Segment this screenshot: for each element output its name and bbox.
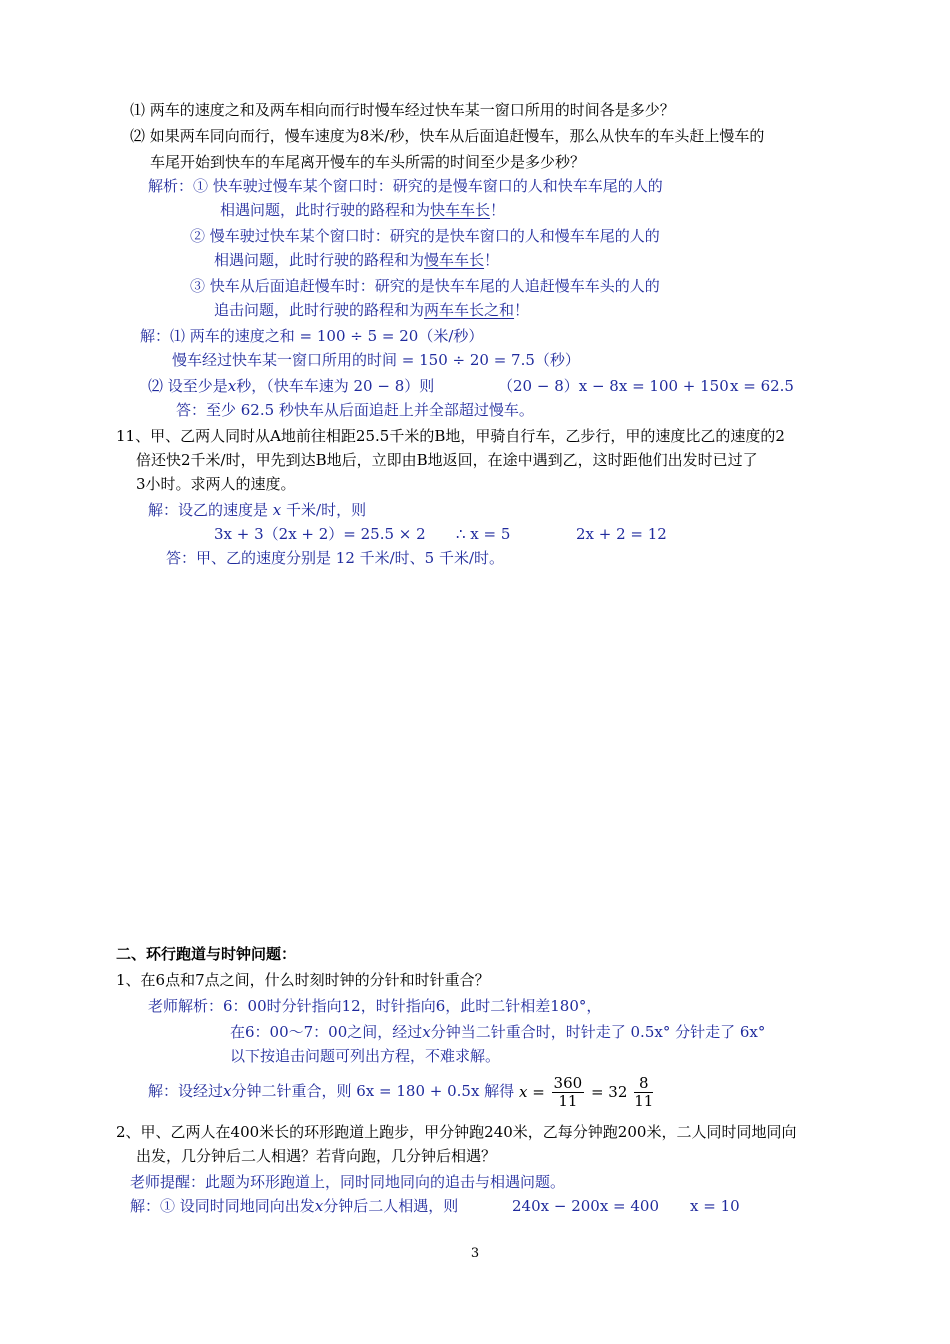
solution-1: 解：⑴ 两车的速度之和 = 100 ÷ 5 = 20（米/秒） [140,327,484,345]
problem-part-2: ⑵ 如果两车同向而行，慢车速度为8米/秒，快车从后面追赶慢车，那么从快车的车头赶上慢车的 [130,127,765,145]
teacher-analysis-1: 老师解析：6：00时分针指向12，时针指向6，此时二针相差180°， [148,997,602,1015]
teacher-analysis-3: 以下按追击问题可列出方程，不难求解。 [230,1047,501,1065]
problem-11-line3: 3小时。求两人的速度。 [136,475,296,493]
solution-11-result-2: 2x + 2 = 12 [576,525,667,543]
track-solution-1-equation: 240x − 200x = 400 [512,1197,660,1215]
clock-solution: 解：设经过x分钟二针重合，则 6x = 180 + 0.5x 解得 x = $\frac{360}{11}$ = 32 $\frac{8}{11}$ [148,1073,654,1110]
teacher-reminder: 老师提醒：此题为环形跑道上，同时同地同向的追击与相遇问题。 [130,1173,566,1191]
solution-11-line1: 解：设乙的速度是 x 千米/时，则 [148,501,367,519]
problem-11-line2: 倍还快2千米/时，甲先到达B地后，立即由B地返回，在途中遇到乙，这时距他们出发时已过了 [136,451,758,469]
analysis-3: ③ 快车从后面追赶慢车时：研究的是快车车尾的人追赶慢车车头的人的 [190,277,660,295]
analysis-1: 解析：① 快车驶过慢车某个窗口时：研究的是慢车窗口的人和快车车尾的人的 [148,177,663,195]
track-solution-1-result: x = 10 [690,1197,740,1215]
analysis-3-cont: 追击问题，此时行驶的路程和为两车车长之和！ [214,301,530,319]
problem-part-2-cont: 车尾开始到快车的车尾离开慢车的车头所需的时间至少是多少秒？ [150,153,586,171]
analysis-1-cont: 相遇问题，此时行驶的路程和为快车车长！ [220,201,506,219]
analysis-2: ② 慢车驶过快车某个窗口时：研究的是快车窗口的人和慢车车尾的人的 [190,227,660,245]
page-number: 3 [470,1246,480,1261]
solution-11-equation: 3x + 3（2x + 2）= 25.5 × 2 [214,525,426,543]
teacher-analysis-2: 在6：00～7：00之间，经过x分钟当二针重合时，时针走了 0.5x° 分针走了 6x° [230,1023,766,1041]
answer-10: 答：至少 62.5 秒快车从后面追赶上并全部超过慢车。 [176,401,534,419]
track-solution-1: 解：① 设同时同地同向出发x分钟后二人相遇，则 [130,1197,459,1215]
solution-2: 慢车经过快车某一窗口所用的时间 = 150 ÷ 20 = 7.5（秒） [172,351,580,369]
problem-track-line1: 2、甲、乙两人在400米长的环形跑道上跑步，甲分钟跑240米，乙每分钟跑200米，二人同时同地同向 [116,1123,797,1141]
fraction-8-11: $\frac{8}{11}$ [634,1073,654,1110]
analysis-2-cont: 相遇问题，此时行驶的路程和为慢车车长！ [214,251,500,269]
solution-3: ⑵ 设至少是x秒，（快车车速为 20 − 8）则 [148,377,435,395]
solution-3-result: x = 62.5 [730,377,794,395]
problem-part-1: ⑴ 两车的速度之和及两车相向而行时慢车经过快车某一窗口所用的时间各是多少？ [130,101,675,119]
solution-3-equation: （20 − 8）x − 8x = 100 + 150 [498,377,729,395]
problem-11-line1: 11、甲、乙两人同时从A地前往相距25.5千米的B地，甲骑自行车，乙步行，甲的速度比乙的速度的2 [116,427,785,445]
solution-11-result: ∴ x = 5 [456,525,511,543]
answer-11: 答：甲、乙的速度分别是 12 千米/时、5 千米/时。 [166,549,505,567]
section-heading-2: 二、环行跑道与时钟问题： [116,945,297,963]
problem-clock: 1、在6点和7点之间，什么时刻时钟的分针和时针重合？ [116,971,490,989]
fraction-360-11: $\frac{360}{11}$ [553,1073,583,1110]
problem-track-line2: 出发，几分钟后二人相遇？若背向跑，几分钟后相遇？ [136,1147,497,1165]
